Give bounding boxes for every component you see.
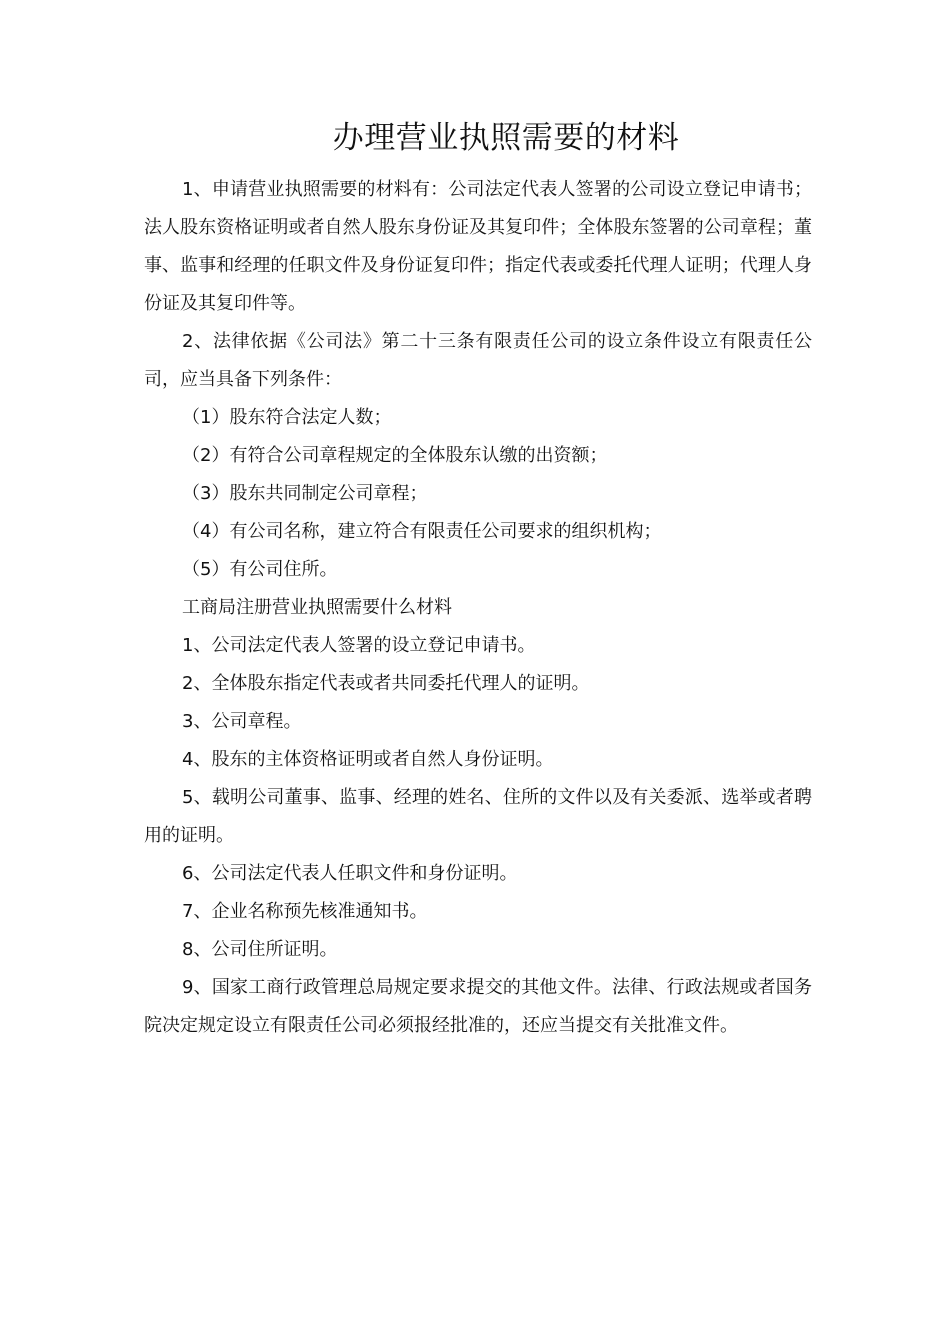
- material-item-6: 6、公司法定代表人任职文件和身份证明。: [182, 863, 518, 884]
- paragraph-materials-overview: 1、申请营业执照需要的材料有：公司法定代表人签署的公司设立登记申请书；法人股东资格证明或者自然人股东身份证及其复印件；全体股东签署的公司章程；董事、监事和经理的任职文件及身份证复印件；指定代表或委托代理人证明；代理人身份证及其复印件等。: [144, 179, 812, 314]
- condition-item-3: （3）股东共同制定公司章程；: [182, 483, 428, 504]
- document-title: 办理营业执照需要的材料: [332, 120, 680, 156]
- material-item-7: 7、企业名称预先核准通知书。: [182, 901, 428, 922]
- material-item-1: 1、公司法定代表人签署的设立登记申请书。: [182, 635, 536, 656]
- material-item-5: 5、载明公司董事、监事、经理的姓名、住所的文件以及有关委派、选举或者聘用的证明。: [144, 787, 812, 846]
- condition-item-5: （5）有公司住所。: [182, 559, 338, 580]
- material-item-4: 4、股东的主体资格证明或者自然人身份证明。: [182, 749, 554, 770]
- paragraph-legal-basis: 2、法律依据《公司法》第二十三条有限责任公司的设立条件设立有限责任公司，应当具备下列条件：: [144, 331, 812, 390]
- material-item-3: 3、公司章程。: [182, 711, 302, 732]
- condition-item-2: （2）有符合公司章程规定的全体股东认缴的出资额；: [182, 445, 608, 466]
- section-heading-registration-materials: 工商局注册营业执照需要什么材料: [182, 597, 452, 618]
- material-item-8: 8、公司住所证明。: [182, 939, 338, 960]
- condition-item-1: （1）股东符合法定人数；: [182, 407, 392, 428]
- material-item-2: 2、全体股东指定代表或者共同委托代理人的证明。: [182, 673, 590, 694]
- condition-item-4: （4）有公司名称，建立符合有限责任公司要求的组织机构；: [182, 521, 662, 542]
- material-item-9: 9、国家工商行政管理总局规定要求提交的其他文件。法律、行政法规或者国务院决定规定设立有限责任公司必须报经批准的，还应当提交有关批准文件。: [144, 977, 812, 1036]
- document-body: [144, 171, 812, 1045]
